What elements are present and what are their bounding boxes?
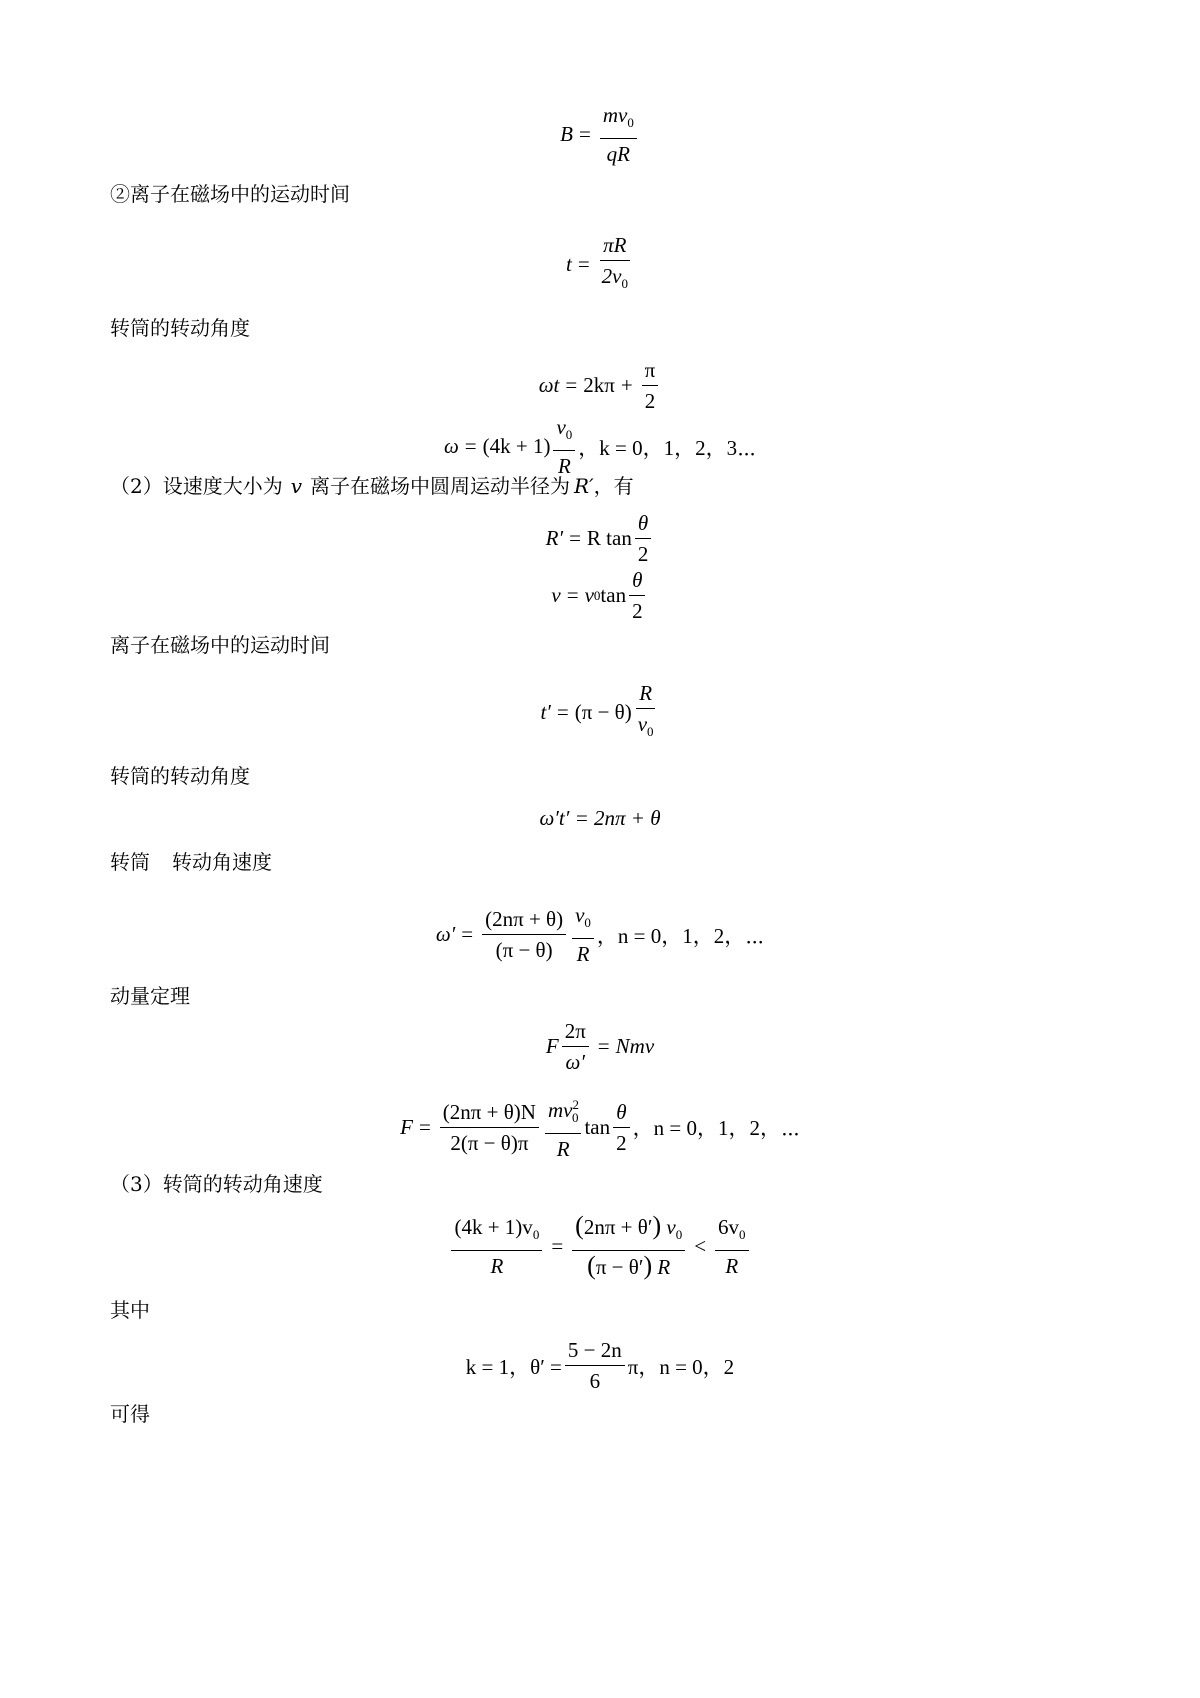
equation-v: v = v 0 tan $\frac{\theta}{2}$ xyxy=(0,567,1200,624)
text-line: ②离子在磁场中的运动时间 xyxy=(110,182,350,206)
text-line: 离子在磁场中的运动时间 xyxy=(110,633,330,657)
equation-omega: ω = (4k + 1) $\frac{v_0}{R}$ ，k = 0，1，2，3⋯ xyxy=(443,415,757,479)
equation-F: F = $\frac{(2n\pi + \theta)N}{2(\pi - \theta)\pi}$ $\frac{mv^2_0}{R}$ tan $\frac{\theta}{2}$ ，n = 0，1，2，⋯ xyxy=(0,1092,1200,1162)
text-line: 转筒 转动角速度 xyxy=(110,850,272,874)
text-line: 转筒的转动角度 xyxy=(110,764,250,788)
equation-B: B = $\frac{mv_0}{qR}$ xyxy=(0,102,1200,167)
equation-omega-prime-t: ω′t′ = 2nπ + θ xyxy=(539,806,661,830)
text-line: 可得 xyxy=(110,1402,150,1426)
equation-theta-prime: k = 1，θ′ = $\frac{5 - 2n}{6}$ π，n = 0，2 xyxy=(465,1338,735,1393)
equation-t: t = $\frac{\pi R}{2v_0}$ xyxy=(565,233,628,292)
equation-t-prime: t′ = (π − θ) $\frac{R}{v_0}$ xyxy=(540,681,654,740)
text-line: 转筒的转动角度 xyxy=(110,316,250,340)
equation-omega-t: ωt = 2kπ + $\frac{\pi}{2}$ xyxy=(0,357,1200,414)
equation-momentum: F $\frac{2\pi}{\omega'}$ = Nmv xyxy=(545,1019,655,1074)
text-line: （2）设速度大小为 v 离子在磁场中圆周运动半径为 R′，有 xyxy=(110,474,634,498)
text-line: （3）转筒的转动角速度 xyxy=(110,1172,323,1196)
equation-omega-prime: ω′ = $\frac{(2n\pi + \theta)}{(\pi - \theta)}$ $\frac{v_0}{R}$ ，n = 0，1，2，⋯ xyxy=(435,903,765,967)
equation-R-prime: R′ = R tan $\frac{\theta}{2}$ xyxy=(0,510,1200,567)
text-line: 动量定理 xyxy=(110,984,190,1008)
equation-condition: $\frac{(4k + 1)v_0}{R}$ = $\frac{(2n\pi + \theta') v_0}{(\pi - \theta') R}$ < $\frac{6v_0}{R}$ xyxy=(0,1213,1200,1280)
text-line: 其中 xyxy=(110,1298,150,1322)
